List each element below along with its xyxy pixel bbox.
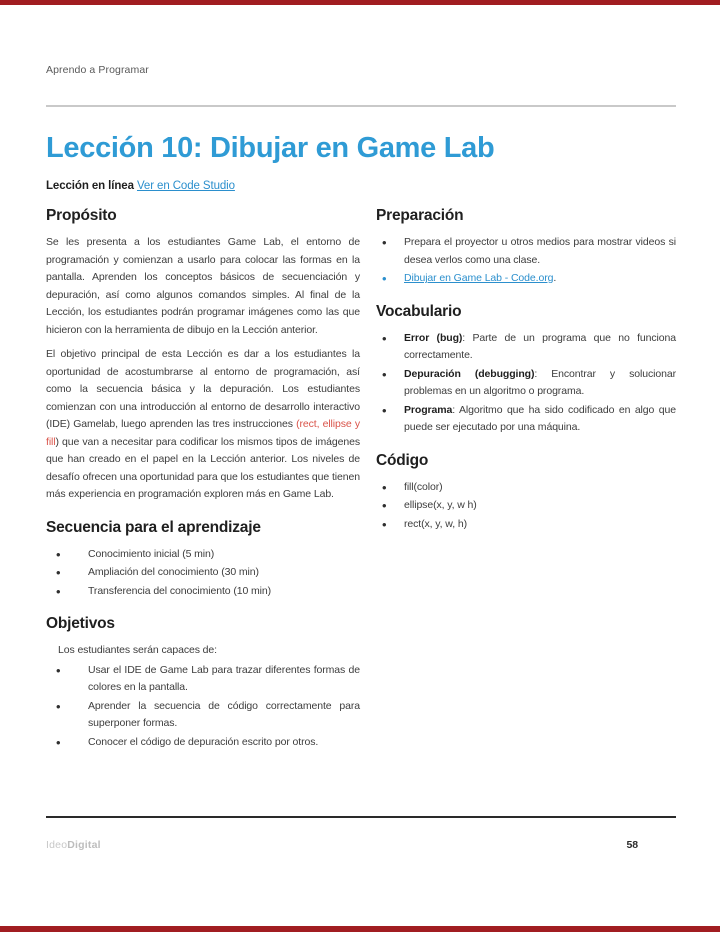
secuencia-list [46, 546, 360, 601]
page-content [46, 0, 676, 766]
vocab-term: Depuración (debugging) [404, 367, 535, 380]
p2-code-red-text: (rect, ellipse y fill [46, 418, 360, 448]
lesson-online-row [46, 178, 676, 196]
page-title: Lección 10: Dibujar en Game Lab [46, 131, 495, 164]
section-codigo [376, 452, 676, 534]
left-column [46, 207, 360, 766]
vocabulario-list [376, 330, 676, 437]
brand-light: Ideo [46, 839, 68, 851]
preparacion-list [376, 234, 676, 288]
column-gap [360, 207, 376, 766]
page-bottom-red-bar [0, 926, 720, 932]
list-item: • Usar el IDE de Game Lab para trazar diferentes formas de colores en la pantalla. [46, 662, 360, 697]
section-proposito [46, 207, 360, 504]
list-item: • Conocimiento inicial (5 min) [46, 546, 360, 564]
two-column-layout [46, 207, 676, 766]
page-footer [46, 816, 676, 855]
secuencia-heading: Secuencia para el aprendizaje [46, 518, 261, 536]
ideodigital-logo [46, 837, 101, 855]
proposito-paragraph-2 [46, 346, 360, 504]
code-studio-link[interactable]: Ver en Code Studio [136, 179, 235, 192]
vocab-def: : Parte de un programa que no funciona correctamente. [404, 331, 677, 361]
proposito-heading: Propósito [46, 207, 117, 224]
breadcrumb: Aprendo a Programar [46, 64, 149, 76]
code-item: • rect(x, y, w, h) [376, 516, 676, 534]
list-item-link [376, 270, 676, 288]
proposito-paragraph-1: Se les presenta a los estudiantes Game Lab, el entorno de programación y comienzan a usarlo para colocar las formas en la pantalla. Aprenden los conceptos básicos de secuenciación y depuración, así como algunos comandos simples. Al final de la Lección, los estudiantes podrán programar imágenes como las que hicieron con la herramienta de dibujo en la Lección anterior. [46, 236, 360, 336]
section-vocabulario [376, 303, 676, 437]
codigo-list [376, 479, 676, 534]
p2-text-before: El objetivo principal de esta Lección es dar a los estudiantes la oportunidad de acostumbrarse al entorno de programación, así como la secuencia básica y la depuración. Los estudiantes comienzan con una introducción al entorno de desarrollo interactivo (IDE) Gamelab, luego aprenden las tres instrucciones [46, 348, 360, 430]
objetivos-intro: Los estudiantes serán capaces de: [58, 644, 217, 656]
objetivos-heading: Objetivos [46, 615, 115, 632]
vocab-item [376, 402, 676, 437]
code-item: • fill(color) [376, 479, 676, 497]
section-preparacion [376, 207, 676, 288]
page-number: 58 [626, 839, 638, 851]
preparacion-heading: Preparación [376, 207, 464, 224]
vocab-def: : Encontrar y solucionar problemas en un algoritmo o programa. [404, 367, 677, 397]
section-objetivos [46, 615, 360, 751]
vocab-term: Error (bug) [404, 331, 463, 344]
footer-divider [46, 816, 676, 818]
list-item: • Prepara el proyector u otros medios para mostrar videos si desea verlos como una clase. [376, 234, 676, 269]
vocabulario-heading: Vocabulario [376, 302, 462, 320]
vocab-def: : Algoritmo que ha sido codificado en algo que puede ser ejecutado por una máquina. [404, 403, 676, 433]
list-item: • Ampliación del conocimiento (30 min) [46, 564, 360, 582]
vocab-item [376, 366, 676, 401]
vocab-term: Programa [404, 403, 453, 416]
header-divider [46, 105, 676, 107]
objetivos-list [46, 662, 360, 752]
brand-bold: Digital [67, 839, 101, 851]
link-period: . [553, 272, 557, 284]
right-column [376, 207, 676, 766]
list-item: • Aprender la secuencia de código correctamente para superponer formas. [46, 698, 360, 733]
codigo-heading: Código [376, 451, 429, 469]
list-item: • Conocer el código de depuración escrito por otros. [46, 734, 360, 752]
p2-text-after: ) que van a necesitar para codificar los mismos tipos de imágenes que han creado en el papel en la Lección anterior. Los niveles de desafío ofrecen una oportunidad para que los estudiantes que tienen más experiencia en programación exploren más en Game Lab. [46, 435, 360, 500]
section-secuencia [46, 519, 360, 601]
vocab-item [376, 330, 676, 365]
code-item: • ellipse(x, y, w h) [376, 497, 676, 515]
footer-row [46, 837, 676, 855]
game-lab-link[interactable]: Dibujar en Game Lab - Code.org [404, 272, 554, 284]
lesson-online-label: Lección en línea [46, 179, 134, 192]
list-item: • Transferencia del conocimiento (10 min) [46, 583, 360, 601]
